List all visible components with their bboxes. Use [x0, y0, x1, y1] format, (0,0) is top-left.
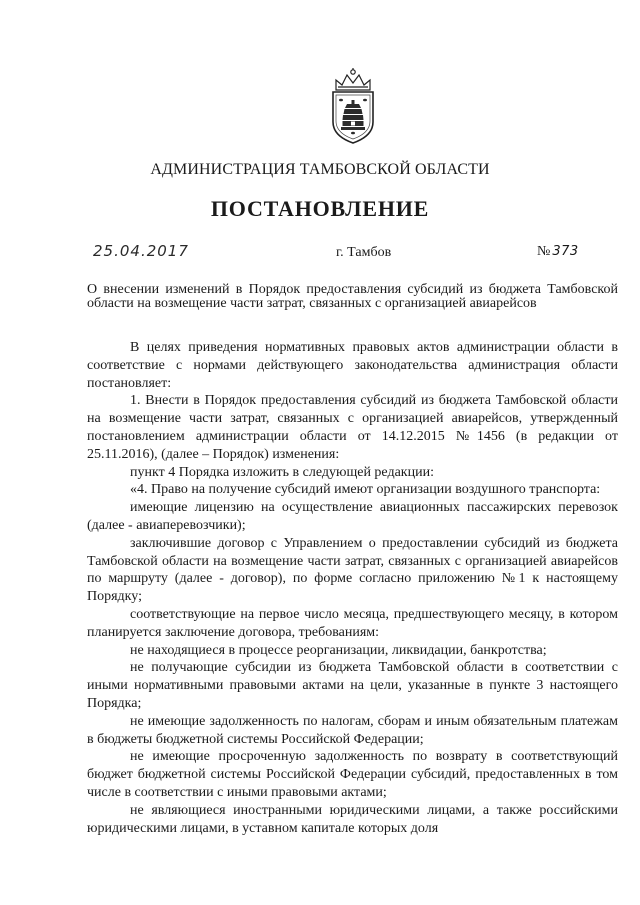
body-paragraph: заключившие договор с Управлением о предоставлении субсидий из бюджета Тамбовской области на возмещение части затрат, связанных с организацией авиарейсов по маршруту (далее - договор), по форме согласно приложению №1 к настоящему Порядку; [87, 535, 618, 605]
body-paragraph: 1. Внести в Порядок предоставления субсидий из бюджета Тамбовской области на возмещение части затрат, связанных с организацией авиарейсов, утвержденный постановлением администрации области от 14.12.2015 №1456 (в редакции от 25.11.2016), (далее – Порядок) изменения: [87, 393, 618, 462]
body-paragraph: соответствующие на первое число месяца, предшествующего месяцу, в котором планируется заключение договора, требованиям: [87, 606, 618, 640]
body-paragraph: пункт 4 Порядка изложить в следующей редакции: [130, 464, 434, 480]
document-place: г. Тамбов [336, 245, 392, 260]
issuing-authority: АДМИНИСТРАЦИЯ ТАМБОВСКОЙ ОБЛАСТИ [150, 161, 490, 178]
body-paragraph: не имеющие задолженность по налогам, сборам и иным обязательным платежам в бюджеты бюджетной системы Российской Федерации; [87, 713, 618, 747]
document-date: 25.04.2017 [93, 242, 189, 260]
body-paragraph: «4. Право на получение субсидий имеют организации воздушного транспорта: [130, 482, 601, 498]
document-type-title: ПОСТАНОВЛЕНИЕ [210, 196, 430, 221]
body-paragraph: не являющиеся иностранными юридическими лицами, а также российскими юридическими лицами, в уставном капитале которых доля [87, 802, 618, 836]
body-paragraph: не имеющие просроченную задолженность по возврату в соответствующий бюджет бюджетной системы Российской Федерации субсидий, предоставленных в том числе в соответствии с иными правовыми актами; [87, 749, 618, 800]
document-subject: О внесении изменений в Порядок предоставления субсидий из бюджета Тамбовской области на возмещение части затрат, связанных с организацией авиарейсов [87, 282, 618, 311]
body-paragraph: В целях приведения нормативных правовых актов администрации области в соответствие с нормами действующего законодательства администрация области постановляет: [87, 340, 618, 391]
document-number-prefix: № [537, 244, 551, 259]
tambov-coat-of-arms-icon [326, 66, 380, 146]
document-number-value: 373 [552, 244, 579, 259]
document-body [87, 339, 618, 837]
document-number [537, 244, 579, 260]
body-paragraph: не находящиеся в процессе реорганизации, ликвидации, банкротства; [130, 642, 547, 658]
body-paragraph: имеющие лицензию на осуществление авиационных пассажирских перевозок (далее - авиаперевозчики); [87, 500, 618, 533]
body-paragraph: не получающие субсидии из бюджета Тамбовской области в соответствии с иными нормативными правовыми актами на цели, указанные в пункте 3 настоящего Порядка; [87, 660, 618, 711]
